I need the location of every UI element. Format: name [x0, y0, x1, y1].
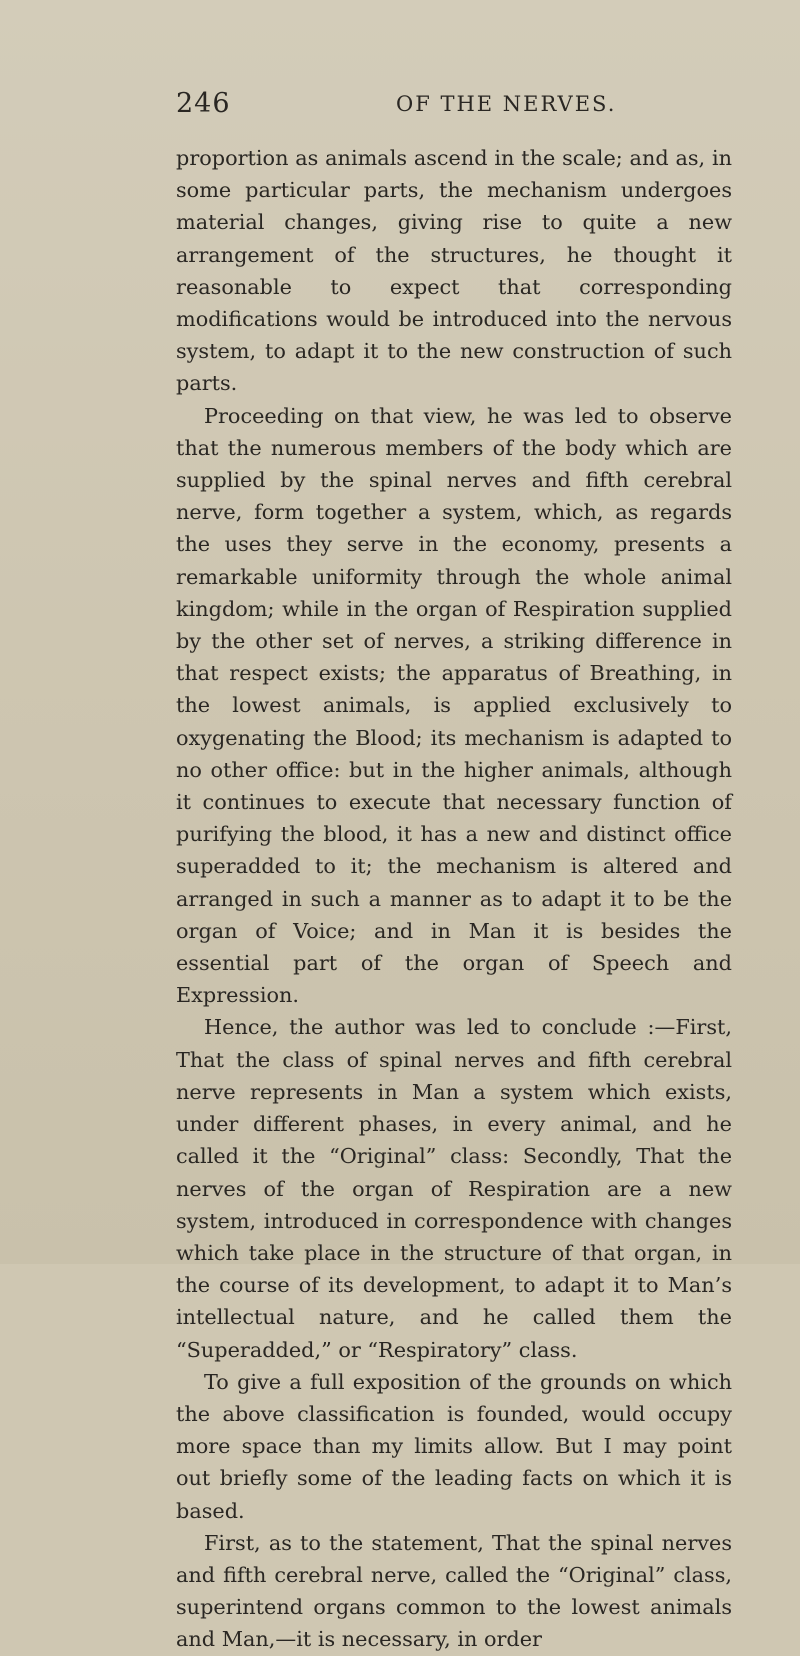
running-title: OF THE NERVES.: [396, 92, 617, 116]
page-header: [176, 88, 732, 124]
body-text: [176, 142, 732, 1656]
paragraph: Hence, the author was led to conclude :—First, That the class of spinal nerves and fifth cerebral nerve represents in Man a system which exists, under different phases, in every animal, and he called it the “Original” class: Secondly, That the nerves of the organ of Respiration are a new system, introduced in correspondence with changes which take place in the structure of that organ, in the course of its development, to adapt it to Man’s intellectual nature, and he called them the “Superadded,” or “Respiratory” class.: [176, 1015, 732, 1362]
paragraph: proportion as animals ascend in the scale; and as, in some particular parts, the mechanism undergoes material changes, giving rise to quite a new arrangement of the structures, he thought it reasonable to expect that corresponding modifications would be introduced into the nervous system, to adapt it to the new construction of such parts.: [176, 146, 732, 396]
page-number: 246: [176, 88, 231, 119]
paragraph: First, as to the statement, That the spinal nerves and fifth cerebral nerve, called the “Original” class, superintend organs common to the lowest animals and Man,—it is necessary, in order: [176, 1530, 732, 1652]
paragraph: To give a full exposition of the grounds on which the above classification is founded, would occupy more space than my limits allow. But I may point out briefly some of the leading facts on which it is based.: [176, 1369, 732, 1523]
paragraph: Proceeding on that view, he was led to observe that the numerous members of the body which are supplied by the spinal nerves and fifth cerebral nerve, form together a system, which, as regards the uses they serve in the economy, presents a remarkable uniformity through the whole animal kingdom; while in the organ of Respiration supplied by the other set of nerves, a striking difference in that respect exists; the apparatus of Breathing, in the lowest animals, is applied exclusively to oxygenating the Blood; its mechanism is adapted to no other office: but in the higher animals, although it continues to execute that necessary function of purifying the blood, it has a new and distinct office superadded to it; the mechanism is altered and arranged in such a manner as to adapt it to be the organ of Voice; and in Man it is besides the essential part of the organ of Speech and Expression.: [176, 403, 732, 1008]
